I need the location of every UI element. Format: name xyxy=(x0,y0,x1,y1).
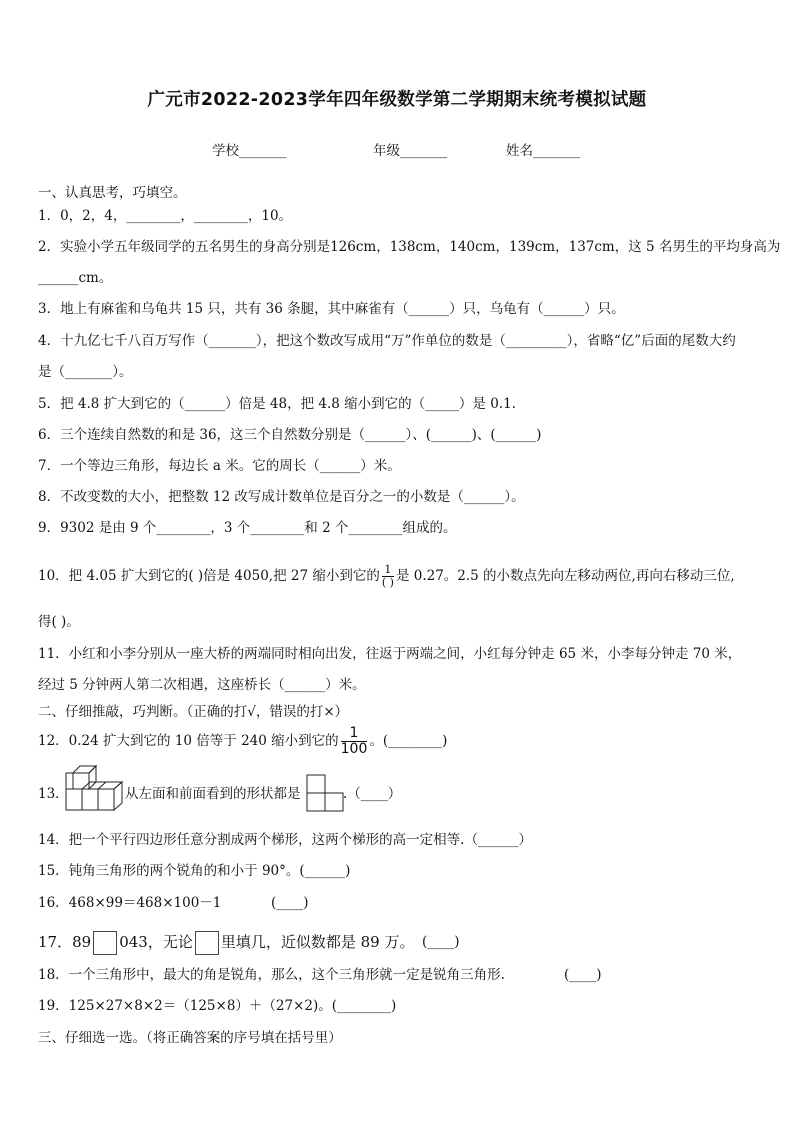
question-6: 6．三个连续自然数的和是 36，这三个自然数分别是（______）、(______)、(______) xyxy=(38,427,542,443)
fraction-denominator: 100 xyxy=(340,741,368,757)
question-17-text-b: 043，无论 xyxy=(119,933,193,951)
question-1: 1．0，2，4，________，________，10。 xyxy=(38,208,293,224)
two-square-view-figure xyxy=(306,774,344,812)
question-7: 7．一个等边三角形，每边长 a 米。它的周长（______）米。 xyxy=(38,458,401,474)
question-10-text-a: 10．把 4.05 扩大到它的( )倍是 4050,把 27 缩小到它的 xyxy=(38,568,380,584)
name-field xyxy=(506,139,580,159)
cube-stack-figure xyxy=(63,764,125,812)
question-18-answer-blank: (____) xyxy=(564,967,602,983)
question-17 xyxy=(38,930,414,955)
name-underline: _______ xyxy=(533,143,581,159)
question-2-line-2: ______cm。 xyxy=(38,270,113,286)
question-10-line-2: 得( )。 xyxy=(38,614,80,630)
question-11-line-1: 11．小红和小李分别从一座大桥的两端同时相向出发，往返于两端之间，小红每分钟走 65 米，小李每分钟走 70 米， xyxy=(38,646,742,662)
question-2-line-1: 2．实验小学五年级同学的五名男生的身高分别是126cm，138cm，140cm，139cm，137cm，这 5 名男生的平均身高为 xyxy=(38,239,781,255)
question-8: 8．不改变数的大小，把整数 12 改写成计数单位是百分之一的小数是（______）。 xyxy=(38,489,525,505)
fraction-1-over-blank xyxy=(382,564,394,589)
school-field xyxy=(212,139,286,159)
grade-field xyxy=(373,139,447,159)
grade-label: 年级 xyxy=(373,143,400,159)
cube-side-face xyxy=(114,782,122,810)
cube-front-face xyxy=(73,773,89,789)
blank-digit-box xyxy=(195,931,219,955)
question-9: 9．9302 是由 9 个________，3 个________和 2 个________组成的。 xyxy=(38,520,457,536)
question-5: 5．把 4.8 扩大到它的（______）倍是 48，把 4.8 缩小到它的（_____）是 0.1. xyxy=(38,396,516,412)
question-16-expression: 16．468×99＝468×100－1 xyxy=(38,895,222,911)
fraction-1-over-100 xyxy=(341,726,368,757)
school-underline: _______ xyxy=(239,143,287,159)
question-10-line-1 xyxy=(38,563,735,589)
question-13-answer-blank: .（____） xyxy=(343,786,402,802)
section-heading-1: 一、认真思考，巧填空。 xyxy=(38,185,187,201)
blank-digit-box xyxy=(93,931,117,955)
question-13-number: 13． xyxy=(38,786,69,802)
question-18-text: 18．一个三角形中，最大的角是锐角，那么，这个三角形就一定是锐角三角形. xyxy=(38,967,505,983)
question-16-answer-blank: (____) xyxy=(271,895,309,911)
question-4-line-1: 4．十九亿七千八百万写作（_______），把这个数改写成用“万”作单位的数是（_________），省略“亿”后面的尾数大约 xyxy=(38,333,736,349)
question-11-line-2: 经过 5 分钟两人第二次相遇，这座桥长（______）米。 xyxy=(38,677,366,693)
fraction-numerator: 1 xyxy=(349,725,359,741)
section-heading-2: 二、仔细推敲，巧判断。（正确的打√，错误的打×） xyxy=(38,704,349,720)
cube-edge xyxy=(98,782,106,789)
view-square xyxy=(307,793,325,811)
question-3: 3．地上有麻雀和乌龟共 15 只，共有 36 条腿，其中麻雀有（______）只，乌龟有（______）只。 xyxy=(38,301,625,317)
question-12 xyxy=(38,724,447,758)
section-heading-3: 三、仔细选一选。（将正确答案的序号填在括号里） xyxy=(38,1030,342,1046)
fraction-numerator: 1 xyxy=(384,563,392,576)
question-19: 19．125×27×8×2＝（125×8）＋（27×2)。(________) xyxy=(38,998,397,1014)
question-12-text-b: 。(________) xyxy=(369,733,448,749)
cube-front-face xyxy=(82,789,98,810)
name-label: 姓名 xyxy=(506,143,533,159)
question-15: 15．钝角三角形的两个锐角的和小于 90°。(______) xyxy=(38,863,351,879)
view-square xyxy=(325,793,343,811)
question-4-line-2: 是（_______）。 xyxy=(38,364,133,380)
school-label: 学校 xyxy=(212,143,239,159)
question-17-text-a: 17．89 xyxy=(38,933,92,951)
question-10-text-b: 是 0.27。2.5 的小数点先向左移动两位,再向右移动三位, xyxy=(395,568,735,584)
question-13-text: 从左面和前面看到的形状都是 xyxy=(125,786,301,802)
page-title: 广元市2022-2023学年四年级数学第二学期期末统考模拟试题 xyxy=(147,90,647,110)
question-12-text-a: 12．0.24 扩大到它的 10 倍等于 240 缩小到它的 xyxy=(38,733,339,749)
question-14: 14．把一个平行四边形任意分割成两个梯形，这两个梯形的高一定相等.（______） xyxy=(38,832,532,848)
grade-underline: _______ xyxy=(400,143,448,159)
cube-front-face xyxy=(98,789,114,810)
view-square xyxy=(307,775,325,793)
question-17-text-c: 里填几，近似数都是 89 万。 xyxy=(220,933,415,951)
fraction-denominator: ( ) xyxy=(381,576,394,589)
question-17-answer-blank: (____) xyxy=(422,934,460,950)
cube-front-face xyxy=(66,789,82,810)
cube-side-face xyxy=(89,766,96,789)
